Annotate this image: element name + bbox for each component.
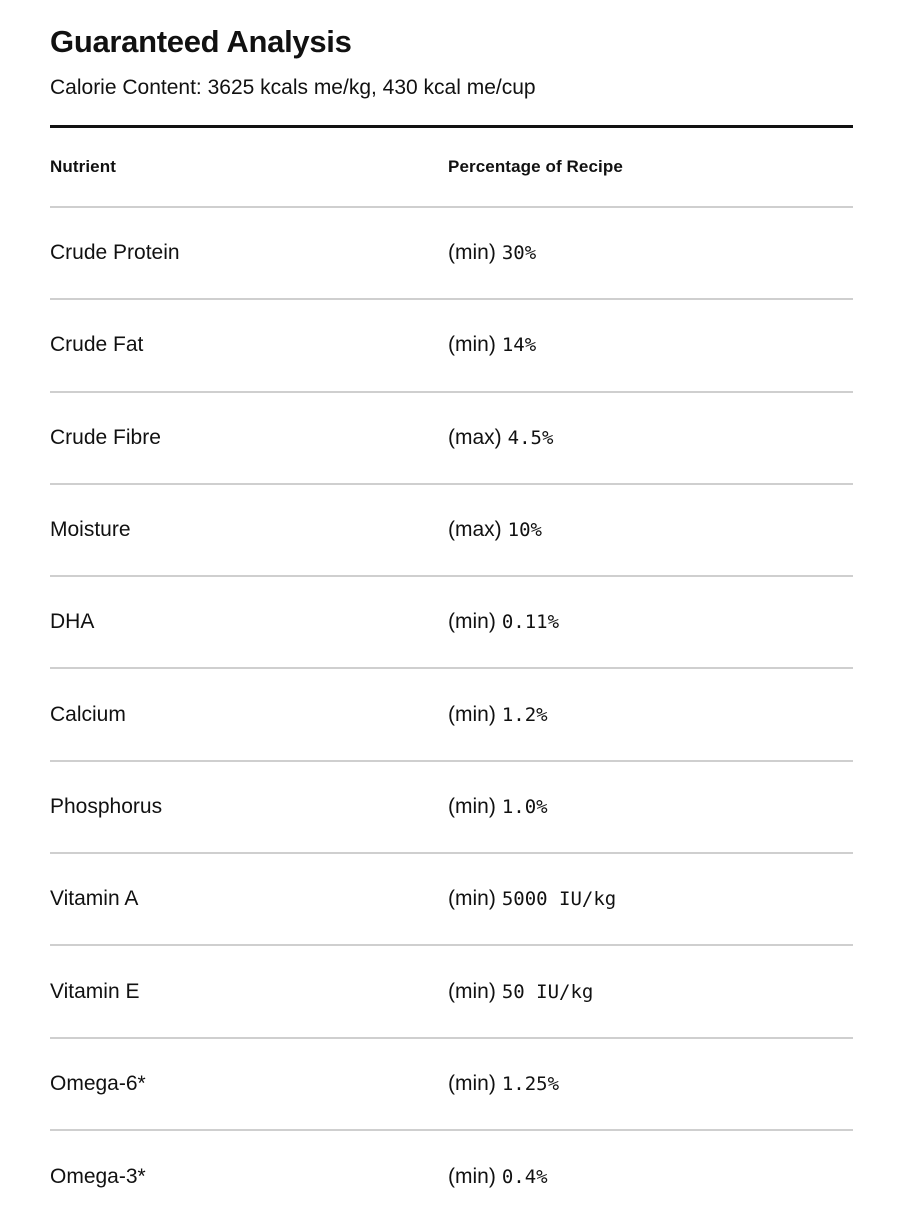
nutrient-name: Moisture — [50, 518, 131, 542]
value-qualifier: (min) — [448, 1165, 496, 1189]
nutrient-value — [448, 946, 593, 1036]
value-qualifier: (min) — [448, 1071, 496, 1095]
value-amount: 1.0% — [501, 795, 548, 818]
nutrient-name: Phosphorus — [50, 794, 163, 818]
nutrient-value — [448, 1131, 548, 1223]
nutrient-value — [448, 208, 536, 298]
value-amount: 50 IU/kg — [501, 980, 594, 1003]
table-row — [50, 946, 853, 1038]
nutrient-value — [448, 485, 542, 575]
value-qualifier: (min) — [448, 887, 496, 911]
table-row — [50, 1039, 853, 1131]
nutrient-name: Crude Fibre — [50, 425, 161, 449]
nutrient-name: Omega-6* — [50, 1071, 146, 1095]
value-amount: 10% — [507, 519, 542, 542]
table-row — [50, 854, 853, 946]
section-title: Guaranteed Analysis — [50, 24, 352, 59]
value-amount: 5000 IU/kg — [501, 888, 617, 911]
value-amount: 0.11% — [501, 611, 560, 634]
nutrient-value — [448, 854, 616, 944]
table-row — [50, 669, 853, 761]
nutrient-value — [448, 669, 548, 759]
table-row — [50, 393, 853, 485]
value-amount: 1.2% — [501, 703, 548, 726]
table-row — [50, 577, 853, 669]
nutrient-name: Crude Protein — [50, 241, 180, 265]
nutrient-name: Crude Fat — [50, 333, 144, 357]
value-qualifier: (min) — [448, 702, 496, 726]
table-row — [50, 762, 853, 854]
nutrient-name: Vitamin A — [50, 887, 139, 911]
nutrient-name: Omega-3* — [50, 1165, 146, 1189]
value-amount: 4.5% — [507, 426, 554, 449]
value-qualifier: (min) — [448, 241, 496, 265]
table-row — [50, 300, 853, 392]
value-qualifier: (min) — [448, 333, 496, 357]
value-amount: 1.25% — [501, 1072, 560, 1095]
value-amount: 0.4% — [501, 1166, 548, 1189]
calorie-content: Calorie Content: 3625 kcals me/kg, 430 kcal me/cup — [50, 76, 536, 99]
value-qualifier: (min) — [448, 979, 496, 1003]
nutrient-table — [50, 128, 853, 1223]
value-amount: 30% — [501, 242, 537, 265]
nutrient-value — [448, 300, 536, 390]
table-row — [50, 485, 853, 577]
table-header-row — [50, 128, 853, 208]
nutrient-value — [448, 1039, 559, 1129]
value-amount: 14% — [501, 334, 537, 357]
nutrient-name: DHA — [50, 610, 95, 634]
nutrient-value — [448, 393, 553, 483]
value-qualifier: (max) — [448, 518, 502, 542]
table-row — [50, 1131, 853, 1223]
value-qualifier: (max) — [448, 425, 502, 449]
nutrient-name: Calcium — [50, 702, 126, 726]
nutrient-value — [448, 577, 559, 667]
table-row — [50, 208, 853, 300]
header-percentage: Percentage of Recipe — [448, 157, 623, 176]
header-nutrient: Nutrient — [50, 157, 116, 176]
value-qualifier: (min) — [448, 610, 496, 634]
nutrient-value — [448, 762, 548, 852]
nutrient-name: Vitamin E — [50, 979, 140, 1003]
value-qualifier: (min) — [448, 794, 496, 818]
